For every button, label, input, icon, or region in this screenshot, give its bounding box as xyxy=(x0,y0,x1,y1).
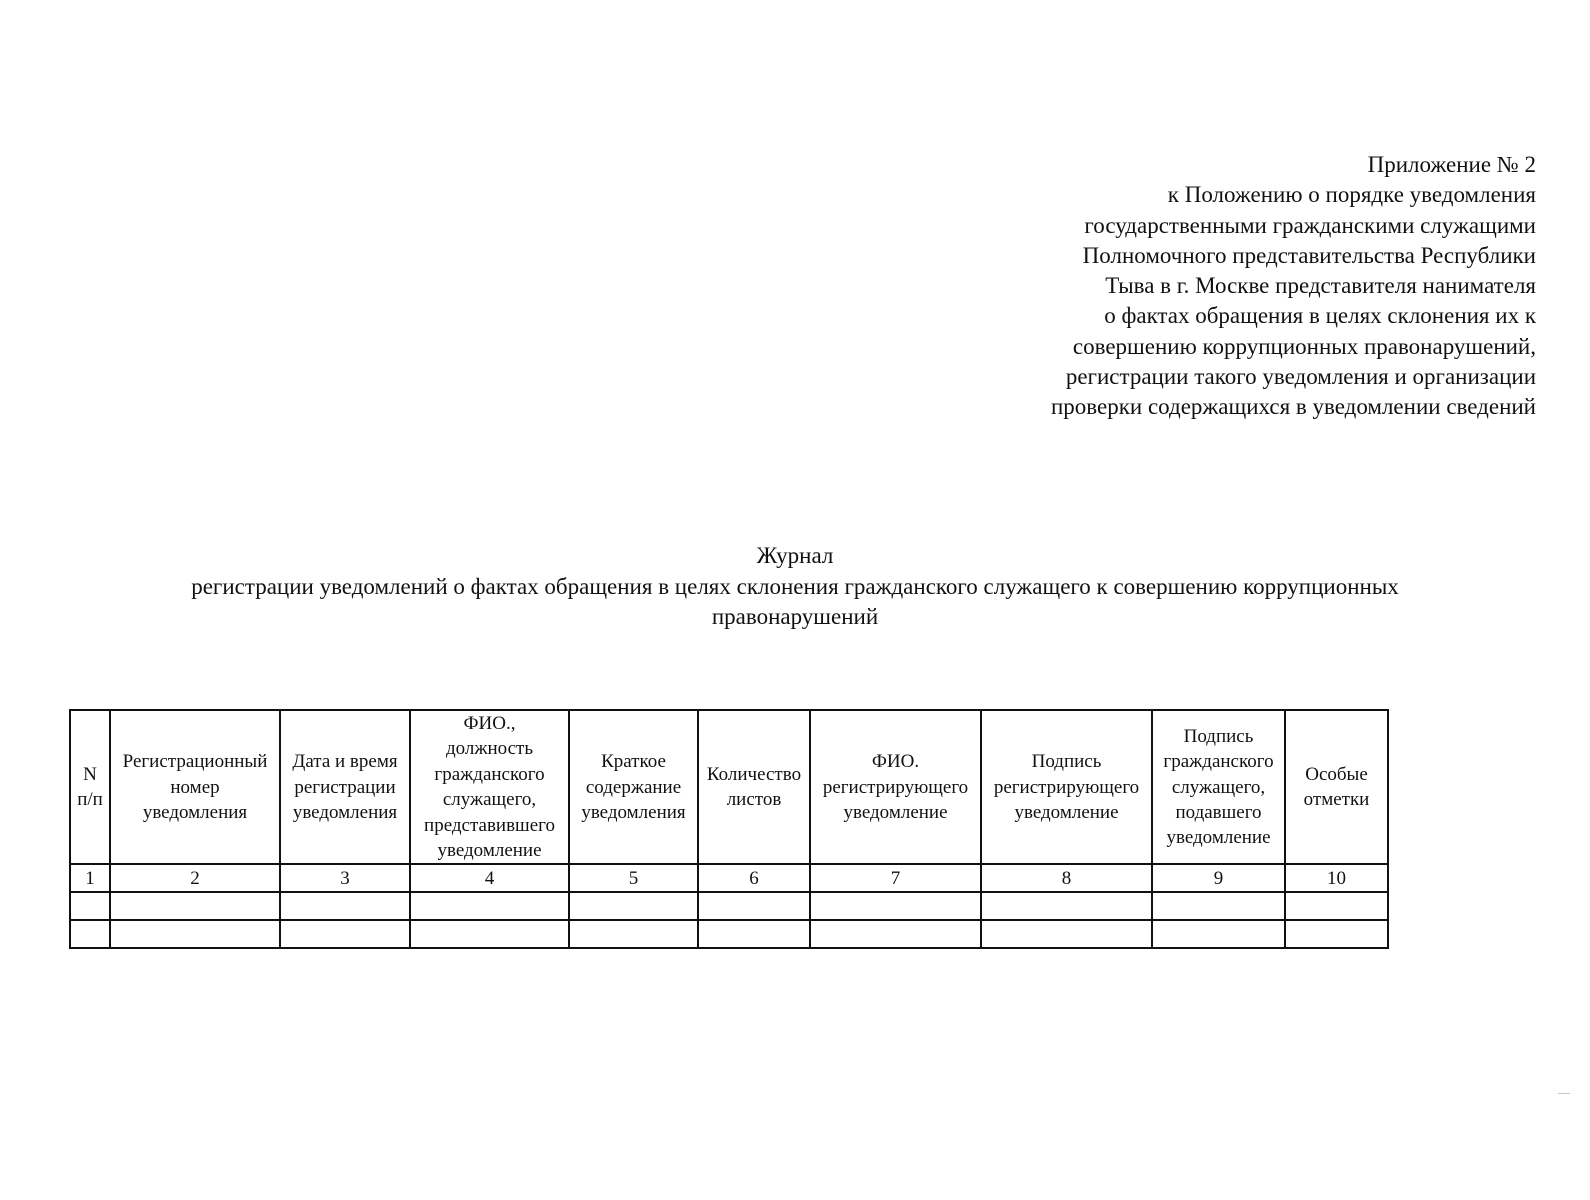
column-header-line: листов xyxy=(726,789,782,811)
column-header-line: Количество xyxy=(706,763,802,785)
column-header-line: служащего, xyxy=(1171,776,1266,798)
empty-cell xyxy=(981,892,1152,920)
table-row xyxy=(70,920,1388,948)
empty-cell xyxy=(410,892,569,920)
appendix-line: совершению коррупционных правонарушений, xyxy=(1072,333,1536,359)
empty-cell xyxy=(280,892,410,920)
column-header xyxy=(280,710,410,864)
column-header-line: уведомления xyxy=(142,801,248,823)
column-header-line: представившего xyxy=(424,814,555,836)
column-number: 1 xyxy=(70,864,110,892)
column-header-line: содержание xyxy=(585,776,682,798)
column-number: 7 xyxy=(810,864,981,892)
column-header-line: ФИО., xyxy=(463,713,516,734)
journal-heading xyxy=(60,541,1530,633)
column-header-line: уведомление xyxy=(1014,801,1119,823)
column-number: 6 xyxy=(698,864,810,892)
column-header-line: N xyxy=(83,763,97,785)
empty-cell xyxy=(569,892,698,920)
column-header-line: Особые xyxy=(1305,763,1368,785)
column-header xyxy=(70,710,110,864)
column-number: 3 xyxy=(280,864,410,892)
column-number: 5 xyxy=(569,864,698,892)
journal-table xyxy=(69,709,1389,949)
appendix-line: о фактах обращения в целях склонения их к xyxy=(1104,303,1536,329)
empty-cell xyxy=(70,920,110,948)
empty-cell xyxy=(810,920,981,948)
empty-cell xyxy=(280,920,410,948)
column-header-line: регистрации xyxy=(294,776,396,798)
column-header xyxy=(698,710,810,864)
column-number: 9 xyxy=(1152,864,1285,892)
column-header-line: должность xyxy=(445,738,534,760)
column-header-line: уведомление xyxy=(1166,827,1271,849)
column-header-line: подавшего xyxy=(1175,801,1262,823)
table-row xyxy=(70,892,1388,920)
column-header xyxy=(1152,710,1285,864)
empty-cell xyxy=(698,920,810,948)
appendix-line: Тыва в г. Москве представителя нанимателя xyxy=(1105,273,1536,299)
column-header-line: Регистрационный xyxy=(122,751,268,773)
column-number: 2 xyxy=(110,864,280,892)
column-header xyxy=(569,710,698,864)
empty-cell xyxy=(1152,892,1285,920)
column-header-line: гражданского xyxy=(1163,751,1274,773)
empty-cell xyxy=(70,892,110,920)
appendix-line: проверки содержащихся в уведомлении сведений xyxy=(1050,394,1536,420)
column-number: 4 xyxy=(410,864,569,892)
column-header-line: номер xyxy=(170,776,220,798)
column-header-line: Подпись xyxy=(1183,725,1254,747)
column-header-line: регистрирующего xyxy=(993,776,1140,798)
column-number-row xyxy=(70,864,1388,892)
appendix-line: государственными гражданскими служащими xyxy=(1084,212,1536,238)
appendix-block xyxy=(1051,150,1536,423)
empty-cell xyxy=(981,920,1152,948)
column-header xyxy=(410,710,569,864)
appendix-line: регистрации такого уведомления и организации xyxy=(1065,364,1536,390)
column-header-line: гражданского xyxy=(434,763,545,785)
column-header xyxy=(110,710,280,864)
column-header xyxy=(810,710,981,864)
column-header-line: уведомления xyxy=(292,801,398,823)
column-number: 10 xyxy=(1285,864,1388,892)
empty-cell xyxy=(1152,920,1285,948)
column-header xyxy=(981,710,1152,864)
journal-subtitle-line: регистрации уведомлений о фактах обращения в целях склонения гражданского служащего к совершению коррупционных xyxy=(191,573,1399,599)
empty-cell xyxy=(569,920,698,948)
empty-cell xyxy=(110,920,280,948)
column-header-line: уведомления xyxy=(581,801,686,823)
header-row xyxy=(70,710,1388,864)
empty-cell xyxy=(810,892,981,920)
column-header-line: служащего, xyxy=(442,789,537,811)
column-header-line: отметки xyxy=(1303,789,1370,811)
empty-cell xyxy=(1285,920,1388,948)
column-header-line: регистрирующего xyxy=(822,776,969,798)
scan-mark xyxy=(1558,1093,1570,1094)
column-header-line: Подпись xyxy=(1031,751,1102,773)
empty-cell xyxy=(1285,892,1388,920)
journal-title: Журнал xyxy=(756,543,834,568)
column-header-line: Краткое xyxy=(601,751,666,773)
column-header-line: п/п xyxy=(77,789,103,811)
appendix-line: Приложение № 2 xyxy=(1367,152,1536,177)
appendix-line: к Положению о порядке уведомления xyxy=(1167,182,1536,208)
column-header-line: уведомление xyxy=(843,801,948,823)
column-header-line: уведомление xyxy=(437,840,542,862)
column-header xyxy=(1285,710,1388,864)
column-number: 8 xyxy=(981,864,1152,892)
column-header-line: ФИО. xyxy=(871,751,920,773)
journal-subtitle-line: правонарушений xyxy=(711,604,879,629)
empty-cell xyxy=(698,892,810,920)
empty-cell xyxy=(110,892,280,920)
column-header-line: Дата и время xyxy=(292,751,398,773)
appendix-line: Полномочного представительства Республики xyxy=(1082,242,1536,268)
empty-cell xyxy=(410,920,569,948)
